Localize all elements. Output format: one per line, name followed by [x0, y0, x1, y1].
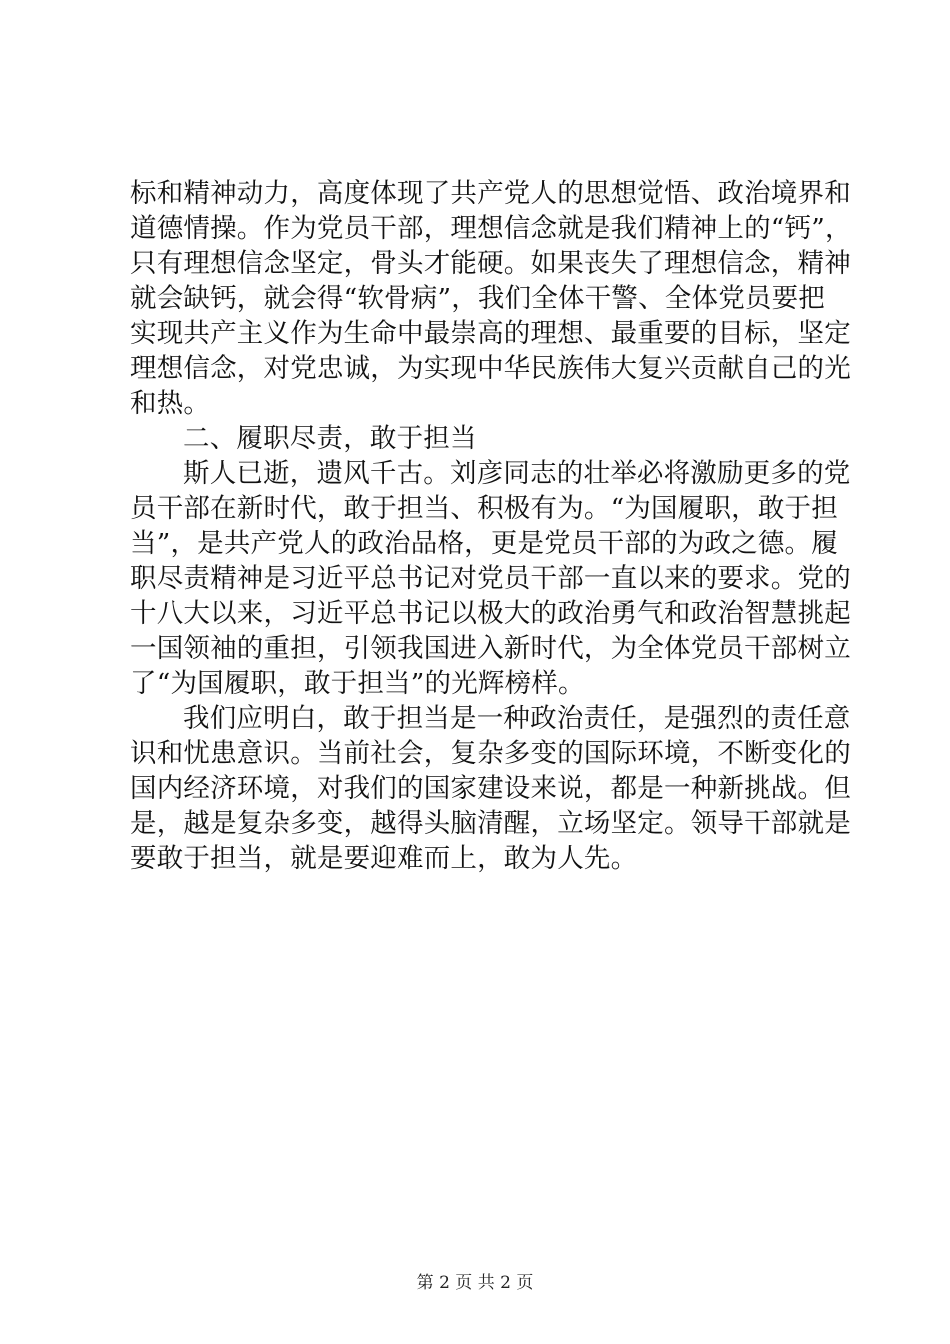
- text-line: 当”，是共产党人的政治品格，更是党员干部的为政之德。履: [130, 528, 838, 559]
- paragraph: [130, 456, 851, 701]
- text-line: 识和忧患意识。当前社会，复杂多变的国际环境，不断变化的: [130, 738, 851, 769]
- section-heading: [130, 421, 824, 456]
- text-line: 职尽责精神是习近平总书记对党员干部一直以来的要求。党的: [130, 563, 851, 594]
- document-body: [130, 176, 852, 876]
- text-line: 标和精神动力，高度体现了共产党人的思想觉悟、政治境界和: [130, 178, 851, 209]
- text-line: 和热。: [130, 388, 211, 419]
- text-line: 实现共产主义作为生命中最崇高的理想、最重要的目标，坚定: [130, 318, 851, 349]
- text-line: 理想信念，对党忠诚，为实现中华民族伟大复兴贡献自己的光: [130, 353, 851, 384]
- paragraph: [130, 176, 852, 421]
- text-line: 就会缺钙，就会得“软骨病”，我们全体干警、全体党员要把: [130, 283, 825, 314]
- page-number-label: 第 2 页 共 2 页: [416, 1273, 534, 1293]
- text-line: 只有理想信念坚定，骨头才能硬。如果丧失了理想信念，精神: [130, 248, 851, 279]
- text-line: 国内经济环境，对我们的国家建设来说，都是一种新挑战。但: [130, 773, 851, 804]
- text-line: 斯人已逝，遗风千古。刘彦同志的壮举必将激励更多的党: [183, 458, 851, 489]
- text-line: 要敢于担当，就是要迎难而上，敢为人先。: [130, 843, 638, 874]
- text-line: 是，越是复杂多变，越得头脑清醒，立场坚定。领导干部就是: [130, 808, 851, 839]
- text-line: 一国领袖的重担，引领我国进入新时代，为全体党员干部树立: [130, 633, 851, 664]
- heading-text: 二、履职尽责，敢于担当: [183, 423, 477, 454]
- text-line: 十八大以来，习近平总书记以极大的政治勇气和政治智慧挑起: [130, 598, 851, 629]
- text-line: 员干部在新时代，敢于担当、积极有为。“为国履职，敢于担: [130, 493, 838, 524]
- text-line: 我们应明白，敢于担当是一种政治责任，是强烈的责任意: [183, 703, 851, 734]
- page-footer: [0, 1272, 950, 1294]
- paragraph: [130, 701, 851, 876]
- text-line: 了“为国履职，敢于担当”的光辉榜样。: [130, 668, 585, 699]
- text-line: 道德情操。作为党员干部，理想信念就是我们精神上的“钙”，: [130, 213, 852, 244]
